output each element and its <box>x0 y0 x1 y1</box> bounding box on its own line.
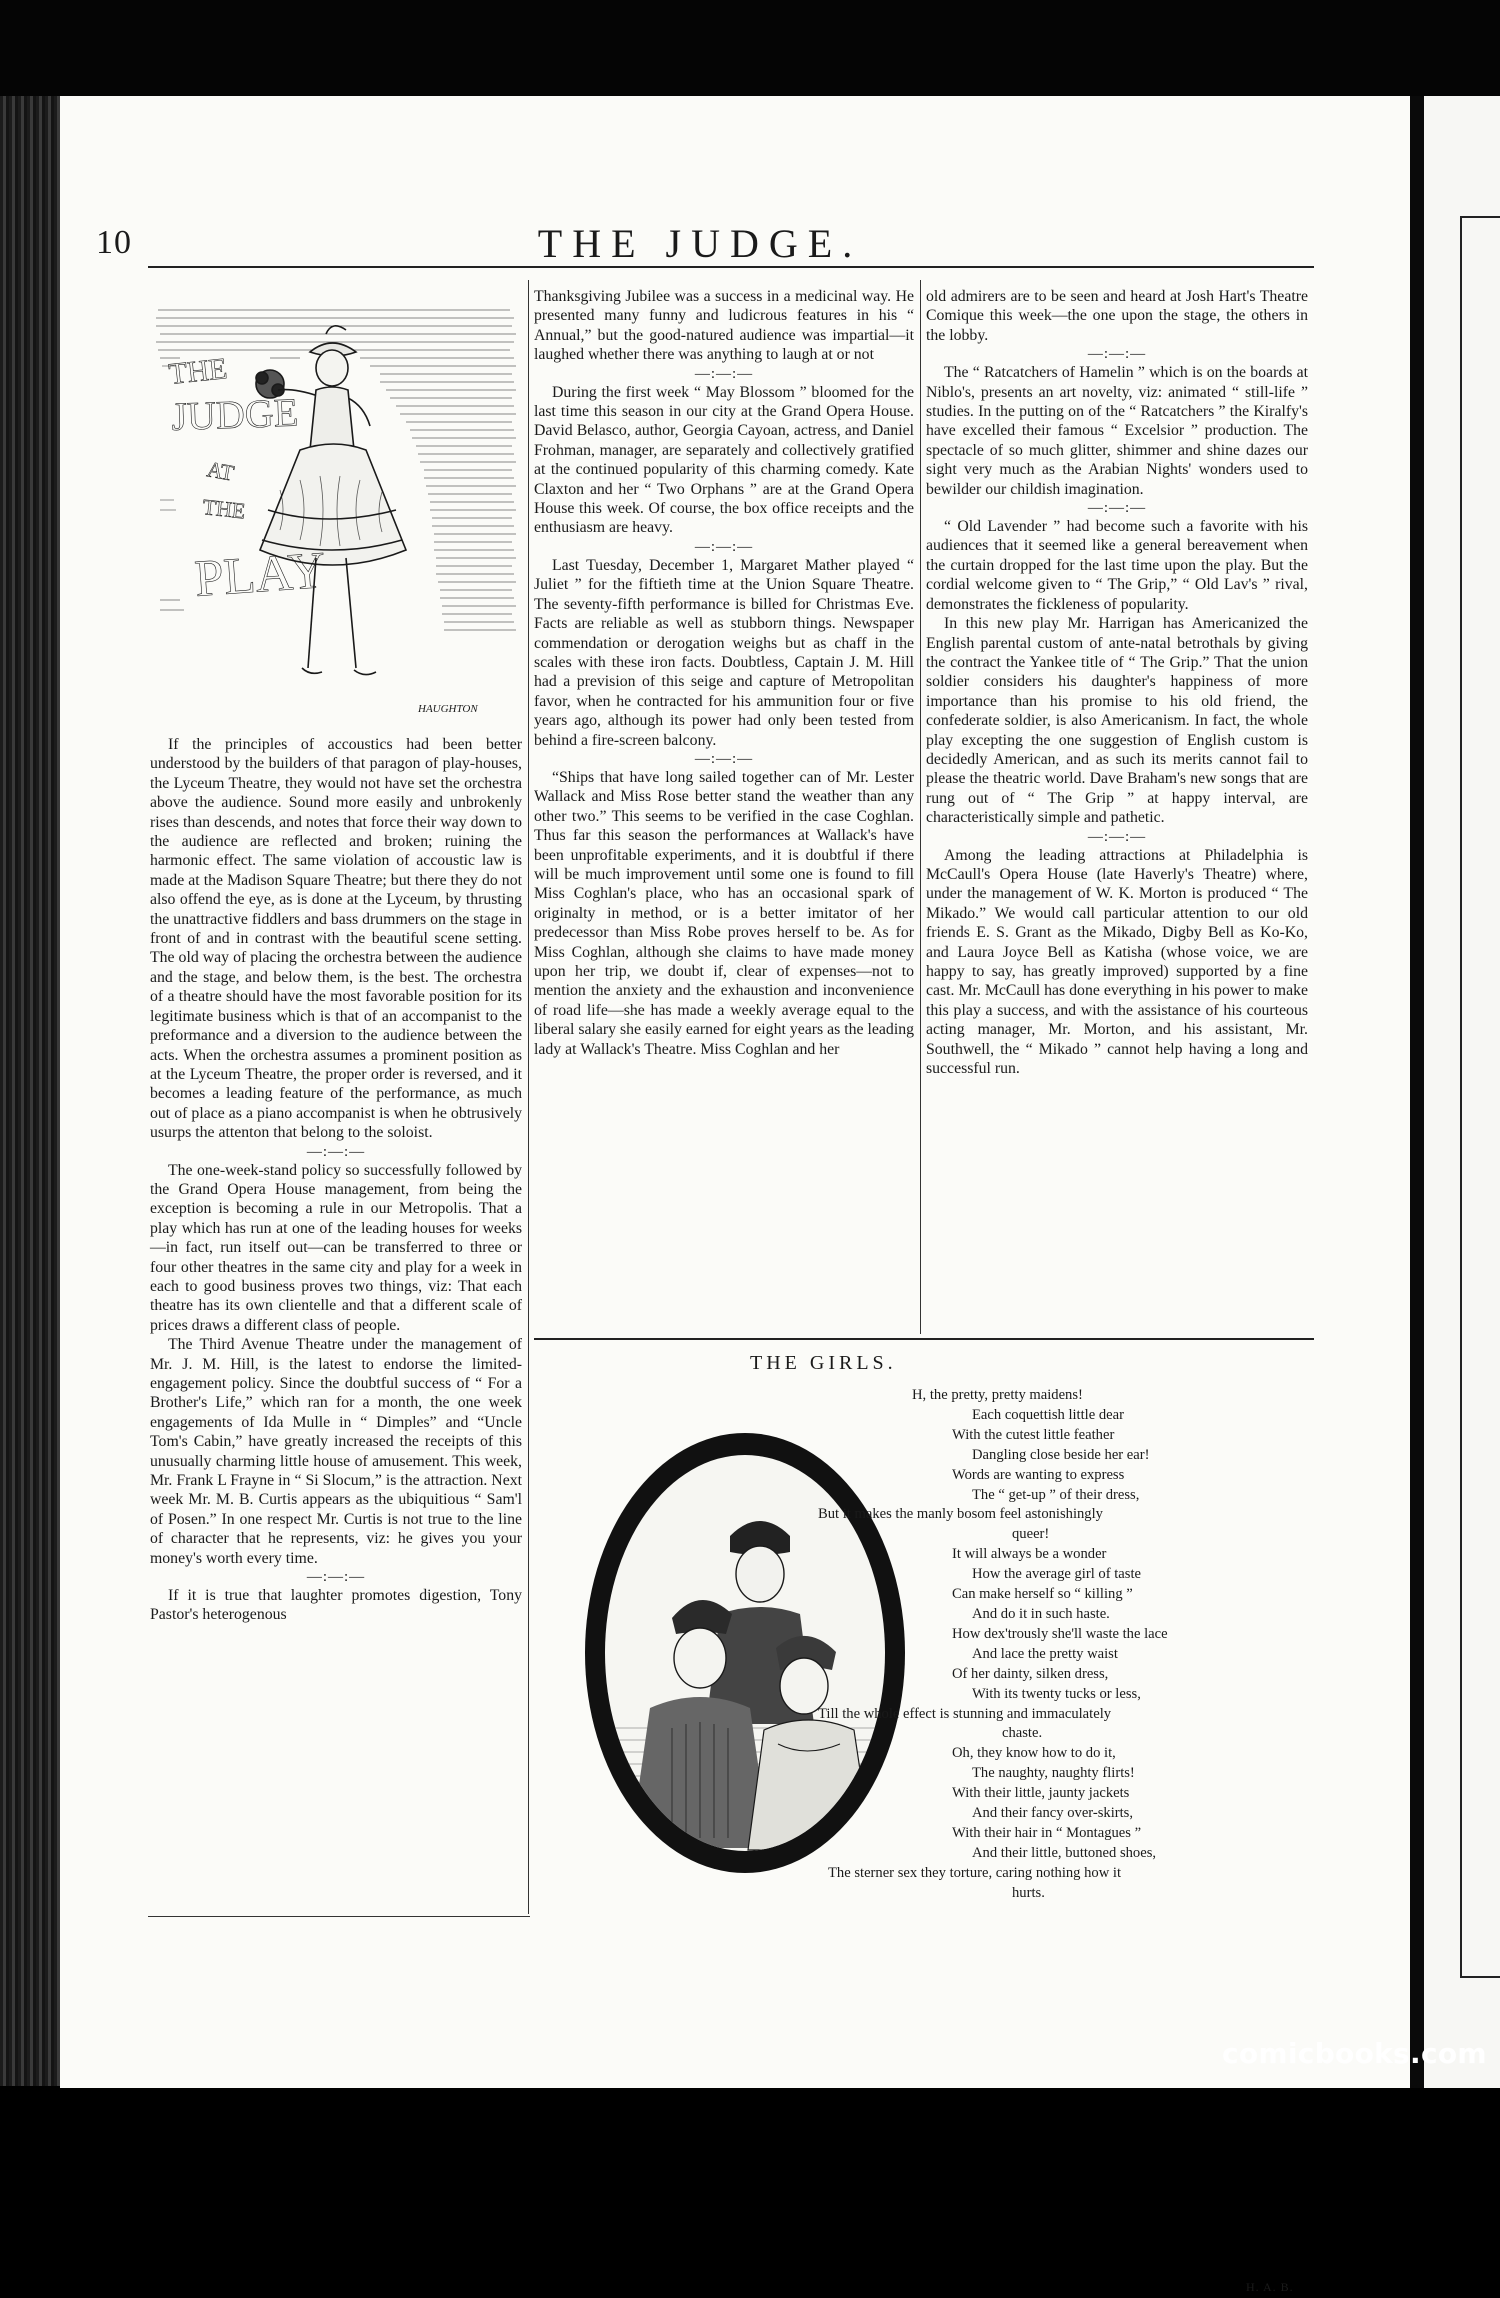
poem-line: Can make herself so “ killing ” <box>952 1586 1133 1603</box>
section-rule <box>534 1338 1314 1340</box>
poem-line: chaste. <box>1002 1725 1043 1742</box>
poem-line: Words are wanting to express <box>952 1466 1125 1483</box>
column-rule-2 <box>920 280 921 1334</box>
section-separator: —:—:— <box>694 365 754 382</box>
article-column-1 <box>150 735 522 1915</box>
svg-text:PLAY: PLAY <box>192 541 328 608</box>
poem-title: THE GIRLS. <box>750 1352 897 1374</box>
section-separator: —:—:— <box>694 538 754 555</box>
section-separator: —:—:— <box>1087 828 1147 845</box>
poem-signature: H. A. B. <box>1246 2280 1294 2294</box>
masthead-rule <box>148 266 1314 268</box>
section-separator: —:—:— <box>306 1143 366 1160</box>
paragraph: In this new play Mr. Harrigan has Americanized the English parental custom of ante-natal betrothals by giving the contract the Yankee title of “ The Grip.” That the union soldier considers his daughter's happiness of more importance than his promise to his old friend, the confederate soldier, is also Americanism. In fact, the whole play excepting the one suggestion of English custom is decidedly American, and as such its merits cannot fail to please the theatric world. Dave Braham's new songs that are rung out of “ The Grip ” at happy interval, are characteristically simple and pathetic. <box>926 615 1308 827</box>
paragraph: Last Tuesday, December 1, Margaret Mather played “ Juliet ” for the fiftieth time at the Union Square Theatre. The seventy-fifth performance is billed for Christmas Eve. Facts are reliable as well as stubborn things. Newspaper commendation or derogation weighs but as chaff in the scales with these iron facts. Doubtless, Captain J. M. Hill had a prevision of this seige and capture of Metropolitan favor, when he contracted for his ammunition four or five years ago, although its power had only been tested from behind a fire-screen balcony. <box>534 556 914 749</box>
poem-line: Of her dainty, silken dress, <box>952 1665 1109 1682</box>
section-separator: —:—:— <box>694 750 754 767</box>
poem-line: The sterner sex they torture, caring nothing how it <box>828 1864 1122 1881</box>
poem-line: Each coquettish little dear <box>972 1406 1124 1423</box>
poem-line: The “ get-up ” of their dress, <box>972 1486 1140 1503</box>
paragraph: “ Old Lavender ” had become such a favorite with his audiences that it seemed like a general bereavement when the curtain dropped for the last time upon the play. But the cordial welcome given to “ The Grip,” “ Old Lav's ” rival, demonstrates the fickleness of popularity. <box>926 518 1308 613</box>
book-binding <box>0 96 60 2086</box>
poem-line: hurts. <box>1012 1884 1045 1901</box>
site-watermark: comicbooks.com <box>1222 2037 1487 2070</box>
poem-line: With its twenty tucks or less, <box>972 1685 1141 1702</box>
section-separator: —:—:— <box>1087 346 1147 363</box>
judge-at-the-play-illustration <box>150 300 522 728</box>
paragraph: old admirers are to be seen and heard at Josh Hart's Theatre Comique this week—the one upon the stage, the others in the lobby. <box>926 288 1308 344</box>
article-column-2 <box>534 287 914 1333</box>
poem-line: And lace the pretty waist <box>972 1645 1118 1662</box>
poem-line: queer! <box>1012 1526 1050 1543</box>
paragraph: Among the leading attractions at Philadelphia is McCaull's Opera House (late Haverly's Theatre) where, under the management of W. K. Morton is produced “ The Mikado.” We would call particular attention to our old friends E. S. Grant as the Mikado, Digby Bell as Ko-Ko, and Laura Joyce Bell as Katisha (whose voice, we are happy to say, has greatly improved) supported by a fine cast. Mr. McCaull has done everything in his power to make this play a success, and with the assistance of his courteous acting manager, Mr. Morton, and his assistant, Mr. Southwell, the “ Mikado ” cannot help having a long and successful run. <box>926 846 1308 1078</box>
column-bottom-rule <box>148 1916 530 1917</box>
facing-page-rule-top <box>1460 216 1500 218</box>
poem-line: Dangling close beside her ear! <box>972 1446 1150 1463</box>
paragraph: If the principles of accoustics had been better understood by the builders of that paragon of play-houses, the Lyceum Theatre, they would not have set the orchestra above the audience. Sound more easily and unbrokenly rises than descends, and notes that force their way down to the audience are reflected and broken; ruining the harmonic effect. The same violation of accoustic law is made at the Madison Square Theatre; but there they do not also offend the eye, as is done at the Lyceum, by thrusting the unattractive fiddlers and bass drummers on the stage in front of and in contrast with the beautiful scene setting. The old way of placing the orchestra between the audience and the stage, and below them, is the best. The orchestra of a theatre should have the most favorable position for its legitimate business which is that of an accompanist to the preformance and a diversion to the audience between the acts. When the orchestra assumes a prominent position as at the Lyceum Theatre, the proper order is reversed, and it becomes a leading feature of the performance, as much out of place as a piano accompanist is when he obtrusively usurps the attenton that belong to the soloist. <box>150 736 522 1142</box>
poem-line: Oh, they know how to do it, <box>952 1745 1116 1762</box>
facing-page-rule <box>1460 216 1462 1976</box>
poem-line: And do it in such haste. <box>972 1605 1110 1622</box>
facing-page-edge <box>1424 96 1500 2088</box>
poem-the-girls <box>818 1386 1332 2294</box>
paragraph: The “ Ratcatchers of Hamelin ” which is on the boards at Niblo's, presents an art novelty, viz: animated “ still-life ” studies. In the putting on of the “ Ratcatchers ” the Kiralfy's have excelled their famous “ Excelsior ” production. The spectacle of so much glitter, shimmer and shine dazes our sight very much as the Arabian Nights' wonders used to bewilder our childish imagination. <box>926 364 1308 498</box>
section-separator: —:—:— <box>1087 500 1147 517</box>
poem-line: With their hair in “ Montagues ” <box>952 1824 1142 1841</box>
poem-line: And their little, buttoned shoes, <box>972 1844 1157 1861</box>
paragraph: The one-week-stand policy so successfully followed by the Grand Opera House management, from being the exception is becoming a rule in our Metropolis. That a play which has run at one of the leading houses for weeks—in fact, run itself out—can be transferred to three or four other theatres in the same city and play for a week in each to good business proves two things, viz: That each theatre has its own clientelle and that a different scale of prices draws a different class of people. <box>150 1161 522 1334</box>
poem-line: How dex'trously she'll waste the lace <box>952 1625 1168 1642</box>
paragraph: Thanksgiving Jubilee was a success in a medicinal way. He presented many funny and ludicrous features in his “ Annual,” but the good-natured audience was impartial—it laughed whether there was anything to laugh at or not <box>534 288 914 364</box>
svg-text:HAUGHTON: HAUGHTON <box>418 703 478 715</box>
poem-line: But it makes the manly bosom feel astonishingly <box>818 1506 1103 1523</box>
column-rule-1 <box>528 280 529 1914</box>
svg-text:JUDGE: JUDGE <box>170 389 299 439</box>
poem-line: H, the pretty, pretty maidens! <box>912 1387 1083 1403</box>
scan-border-top <box>0 0 1500 96</box>
poem-line: With the cutest little feather <box>952 1426 1115 1443</box>
page-number: 10 <box>96 224 132 261</box>
poem-line: It will always be a wonder <box>952 1546 1107 1563</box>
poem-line: And their fancy over-skirts, <box>972 1805 1134 1822</box>
poem-line: How the average girl of taste <box>972 1566 1141 1583</box>
paragraph: During the first week “ May Blossom ” bloomed for the last time this season in our city at the Grand Opera House. David Belasco, author, Georgia Cayoan, actress, and Daniel Frohman, manager, are separately and collectively gratified at the continued popularity of this charming comedy. Kate Claxton and her “ Two Orphans ” are at the Grand Opera House this week. Of course, the box office receipts and the enthusiasm are heavy. <box>534 383 914 537</box>
poem-line: With their little, jaunty jackets <box>952 1785 1130 1802</box>
article-column-3 <box>926 287 1308 1333</box>
paragraph: “Ships that have long sailed together can of Mr. Lester Wallack and Miss Rose better stand the weather than any other two.” This seems to be verified in the case Coghlan. Thus far this season the performances at Wallack's have been unprofitable experiments, and it is doubtful if there will be much improvement until some one is found to fill Miss Coghlan's place, who has an occasional spark of originalty in method, or is a better imitator of her predecessor than Miss Robe proves herself to be. As for Miss Coghlan, although she claims to have made money upon her trip, we doubt if, clear of expenses—not to mention the anxiety and the exhaustion and inconvenience of road life—she has made a weekly average equal to the liberal salary she easily earned for eight years as the leading lady at Wallack's Theatre. Miss Coghlan and her <box>534 768 914 1058</box>
svg-text:AT: AT <box>205 456 236 486</box>
girls-oval-portrait <box>580 1428 910 1878</box>
masthead-title: THE JUDGE. <box>537 221 863 266</box>
poem-line: The naughty, naughty flirts! <box>972 1765 1135 1782</box>
section-separator: —:—:— <box>306 1569 366 1586</box>
svg-text:THE: THE <box>201 494 247 524</box>
poem-line: Till the whole effect is stunning and immaculately <box>818 1705 1112 1722</box>
facing-page-rule-bottom <box>1460 1976 1500 1978</box>
paragraph: If it is true that laughter promotes digestion, Tony Pastor's heterogenous <box>150 1587 522 1624</box>
paragraph: The Third Avenue Theatre under the management of Mr. J. M. Hill, is the latest to endorse the limited-engagement policy. Since the doubtful success of “ For a Brother's Life,” which ran for a month, the one week engagements of Ida Mulle in “ Dimples” and “Uncle Tom's Cabin,” have greatly increased the receipts of this unusually charming little house of amusement. This week, Mr. Frank L Frayne in “ Si Slocum,” is the attraction. Next week Mr. M. B. Curtis appears as the ubiquitious “ Sam'l of Posen.” In one respect Mr. Curtis is not true to the line of character that he represents, viz: he gives you your money's worth every time. <box>150 1336 522 1567</box>
svg-text:THE: THE <box>167 352 229 391</box>
